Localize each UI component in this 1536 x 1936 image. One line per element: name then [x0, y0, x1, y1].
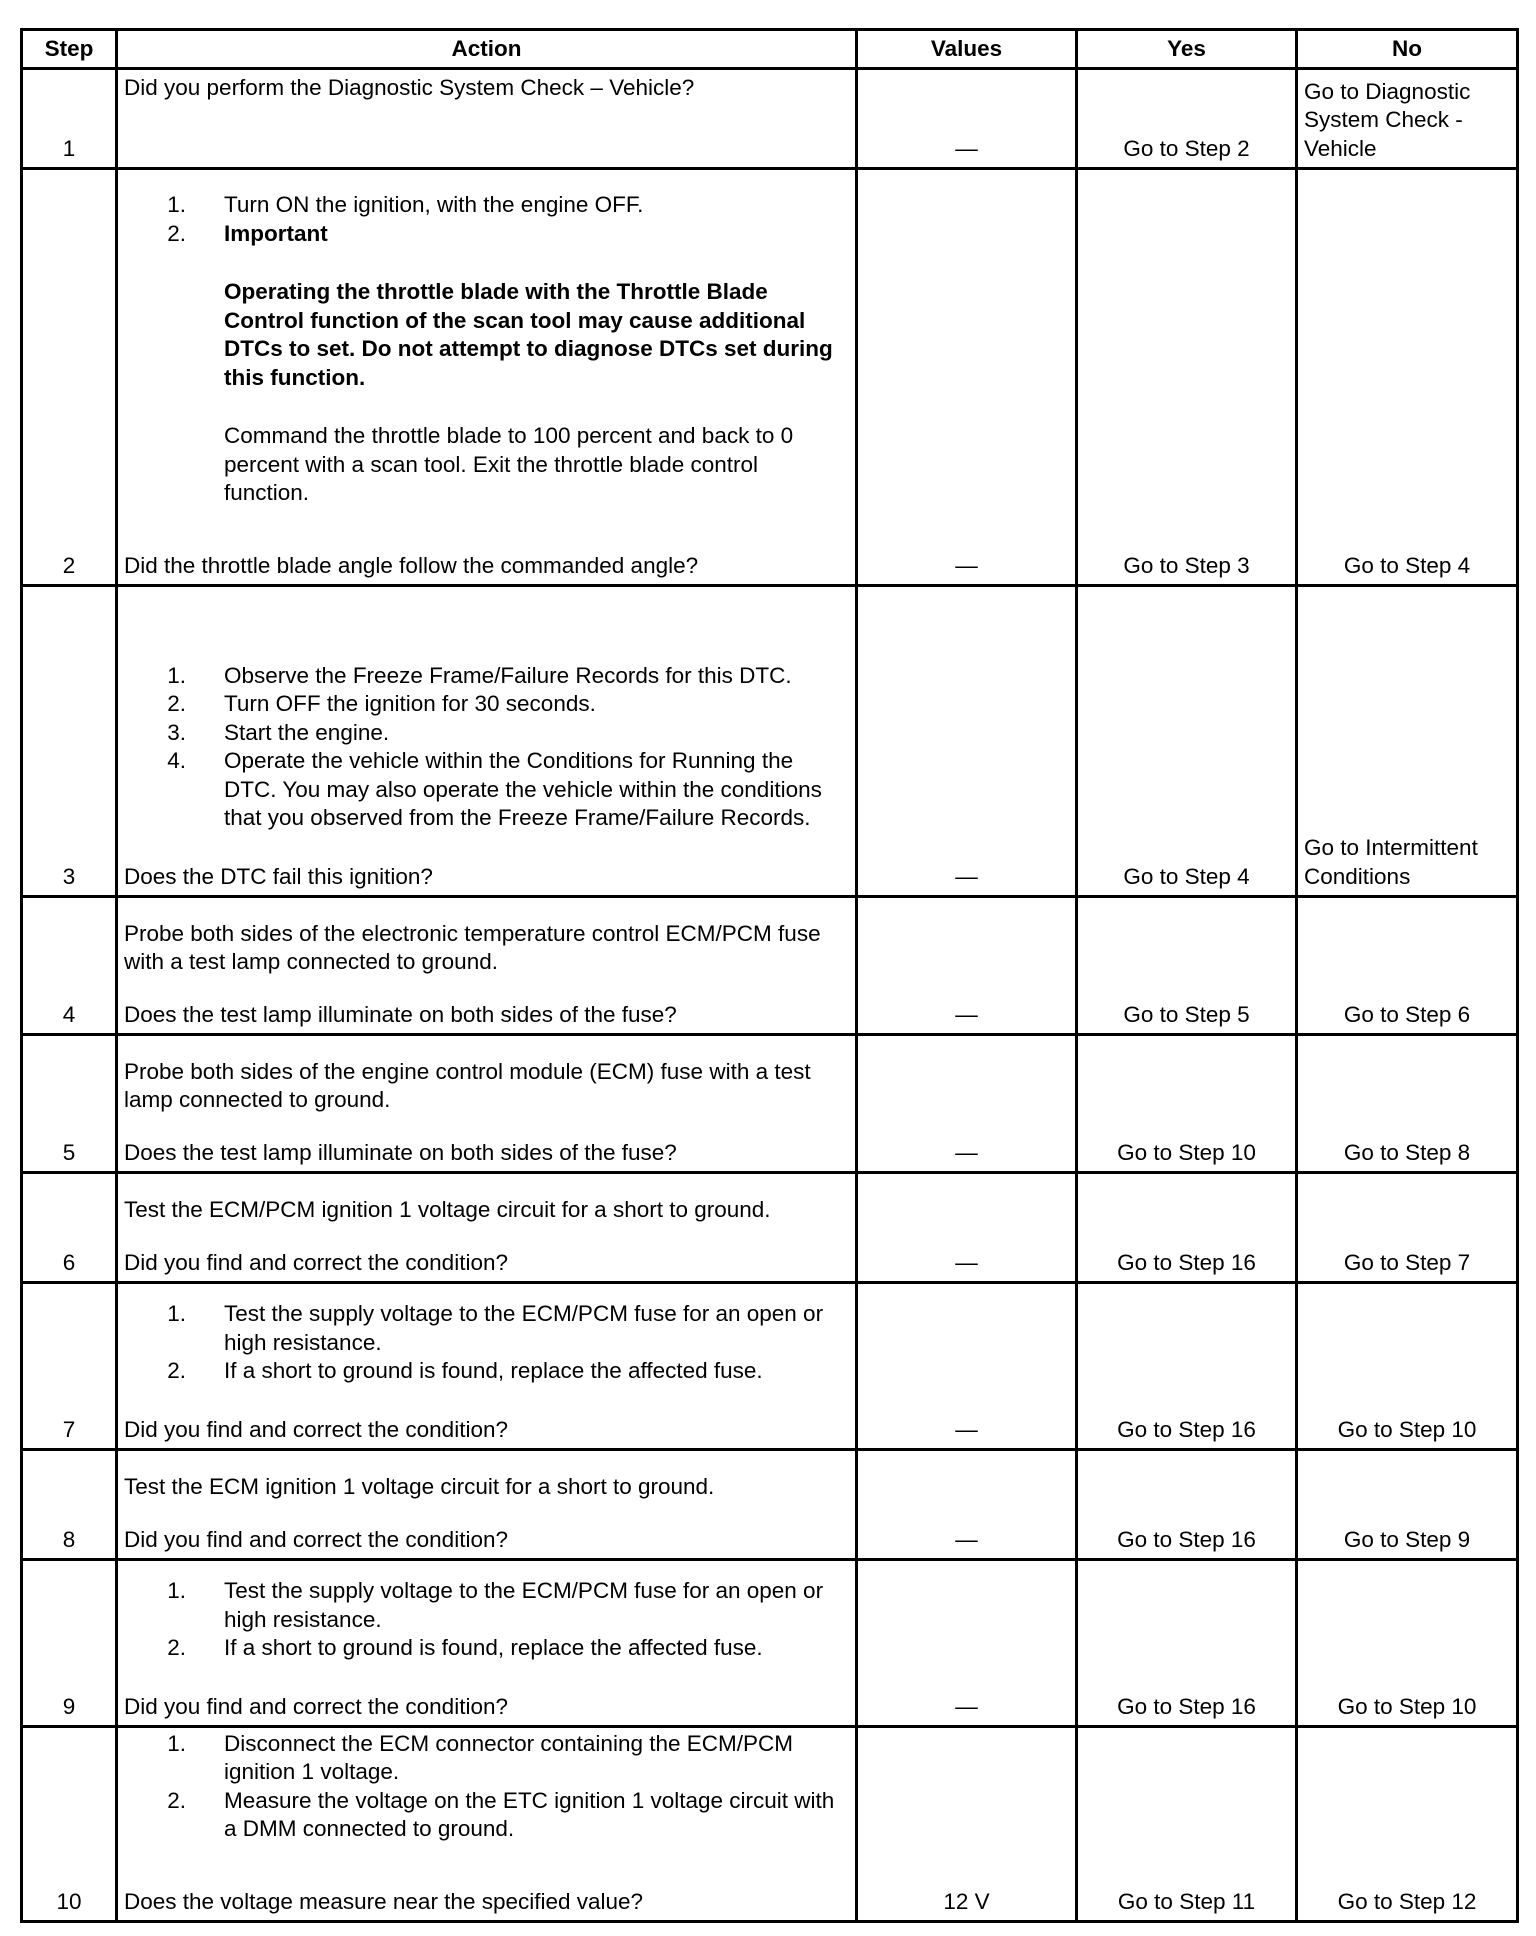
list-item: 1. Turn ON the ignition, with the engine OFF.: [167, 192, 644, 217]
step-number: 9: [22, 1560, 117, 1727]
values-cell: —: [857, 1560, 1077, 1727]
values-cell: 12 V: [857, 1727, 1077, 1922]
yes-link[interactable]: Go to Step 16: [1077, 1560, 1297, 1727]
no-link[interactable]: Go to Step 6: [1297, 897, 1518, 1035]
step-number: 8: [22, 1450, 117, 1560]
yes-link[interactable]: Go to Step 2: [1077, 69, 1297, 169]
action-cell: [117, 1450, 857, 1560]
list-item: 2. If a short to ground is found, replace the affected fuse.: [167, 1635, 763, 1660]
no-link[interactable]: Go to Step 7: [1297, 1173, 1518, 1283]
action-cell: [117, 69, 857, 169]
yes-link[interactable]: Go to Step 16: [1077, 1283, 1297, 1450]
table-row: [22, 169, 1518, 586]
action-question: Does the test lamp illuminate on both sides of the fuse?: [124, 1139, 677, 1165]
yes-link[interactable]: Go to Step 16: [1077, 1450, 1297, 1560]
list-item: 3. Start the engine.: [167, 719, 390, 745]
yes-link[interactable]: Go to Step 4: [1077, 586, 1297, 897]
action-question: Does the test lamp illuminate on both sides of the fuse?: [124, 1001, 677, 1027]
action-cell: [117, 1173, 857, 1283]
action-intro: Probe both sides of the engine control module (ECM) fuse with a test lamp connected to ground.: [124, 1058, 811, 1112]
no-link[interactable]: Go to Step 10: [1297, 1560, 1518, 1727]
action-list: [124, 1300, 849, 1386]
values-cell: —: [857, 1035, 1077, 1173]
values-cell: —: [857, 1173, 1077, 1283]
action-cell: [117, 169, 857, 586]
header-action: Action: [117, 30, 857, 69]
action-cell: [117, 897, 857, 1035]
action-cell: [117, 586, 857, 897]
yes-link[interactable]: Go to Step 3: [1077, 169, 1297, 586]
action-list: [124, 1730, 849, 1844]
no-link[interactable]: Go to Intermittent Conditions: [1297, 586, 1518, 897]
list-item: 4. Operate the vehicle within the Conditions for Running the DTC. You may also operate the vehicle within the conditions that you observed from the Freeze Frame/Failure Records.: [167, 748, 822, 830]
list-item: 2. Measure the voltage on the ETC ignition 1 voltage circuit with a DMM connected to ground.: [167, 1787, 835, 1841]
action-cell: [117, 1283, 857, 1450]
no-link[interactable]: Go to Step 8: [1297, 1035, 1518, 1173]
list-item: 1. Test the supply voltage to the ECM/PCM fuse for an open or high resistance.: [167, 1301, 824, 1355]
yes-link[interactable]: Go to Step 5: [1077, 897, 1297, 1035]
action-intro: Probe both sides of the electronic temperature control ECM/PCM fuse with a test lamp connected to ground.: [124, 920, 821, 974]
values-cell: —: [857, 169, 1077, 586]
action-intro: Test the ECM/PCM ignition 1 voltage circuit for a short to ground.: [124, 1197, 771, 1222]
values-cell: —: [857, 69, 1077, 169]
action-cell: [117, 1727, 857, 1922]
important-body: Command the throttle blade to 100 percent and back to 0 percent with a scan tool. Exit the throttle blade control function.: [224, 423, 794, 505]
list-item: 1. Disconnect the ECM connector containing the ECM/PCM ignition 1 voltage.: [167, 1730, 794, 1784]
no-link[interactable]: Go to Step 12: [1297, 1727, 1518, 1922]
step-number: 4: [22, 897, 117, 1035]
action-cell: [117, 1035, 857, 1173]
header-row: [22, 30, 1518, 69]
step-number: 2: [22, 169, 117, 586]
no-link[interactable]: Go to Step 4: [1297, 169, 1518, 586]
header-values: Values: [857, 30, 1077, 69]
step-number: 7: [22, 1283, 117, 1450]
action-list: [124, 662, 849, 833]
list-item: 2. If a short to ground is found, replace the affected fuse.: [167, 1358, 763, 1383]
important-note: Operating the throttle blade with the Throttle Blade Control function of the scan tool may cause additional DTCs to set. Do not attempt to diagnose DTCs set during this function.: [224, 279, 833, 390]
action-question: Did the throttle blade angle follow the commanded angle?: [124, 552, 699, 578]
list-item: 1. Test the supply voltage to the ECM/PCM fuse for an open or high resistance.: [167, 1578, 824, 1632]
list-item: 2. Turn OFF the ignition for 30 seconds.: [167, 691, 596, 716]
step-number: 5: [22, 1035, 117, 1173]
list-item: 2. Important: [167, 220, 328, 246]
table-row: [22, 1450, 1518, 1560]
table-row: [22, 69, 1518, 169]
no-link[interactable]: Go to Step 9: [1297, 1450, 1518, 1560]
step-number: 3: [22, 586, 117, 897]
table-row: [22, 897, 1518, 1035]
action-question: Did you find and correct the condition?: [124, 1693, 508, 1719]
step-number: 1: [22, 69, 117, 169]
no-link[interactable]: Go to Step 10: [1297, 1283, 1518, 1450]
step-number: 6: [22, 1173, 117, 1283]
header-yes: Yes: [1077, 30, 1297, 69]
yes-link[interactable]: Go to Step 11: [1077, 1727, 1297, 1922]
table-row: [22, 1283, 1518, 1450]
table-row: [22, 1035, 1518, 1173]
table-row: [22, 1560, 1518, 1727]
action-list: [124, 1577, 849, 1663]
action-question: Did you find and correct the condition?: [124, 1249, 508, 1275]
action-cell: [117, 1560, 857, 1727]
header-step: Step: [22, 30, 117, 69]
values-cell: —: [857, 1283, 1077, 1450]
action-intro: Did you perform the Diagnostic System Check – Vehicle?: [124, 75, 695, 100]
values-cell: —: [857, 897, 1077, 1035]
yes-link[interactable]: Go to Step 10: [1077, 1035, 1297, 1173]
action-list: [124, 191, 849, 248]
header-no: No: [1297, 30, 1518, 69]
table-row: [22, 586, 1518, 897]
diagnostic-table: [20, 28, 1519, 1923]
action-question: Does the voltage measure near the specified value?: [124, 1888, 644, 1914]
table-row: [22, 1173, 1518, 1283]
table-row: [22, 1727, 1518, 1922]
step-number: 10: [22, 1727, 117, 1922]
yes-link[interactable]: Go to Step 16: [1077, 1173, 1297, 1283]
no-link[interactable]: Go to Diagnostic System Check - Vehicle: [1297, 69, 1518, 169]
action-question: Does the DTC fail this ignition?: [124, 863, 433, 889]
values-cell: —: [857, 586, 1077, 897]
values-cell: —: [857, 1450, 1077, 1560]
action-question: Did you find and correct the condition?: [124, 1526, 508, 1552]
action-question: Did you find and correct the condition?: [124, 1416, 508, 1442]
action-intro: Test the ECM ignition 1 voltage circuit for a short to ground.: [124, 1474, 715, 1499]
list-item: 1. Observe the Freeze Frame/Failure Records for this DTC.: [167, 662, 792, 688]
